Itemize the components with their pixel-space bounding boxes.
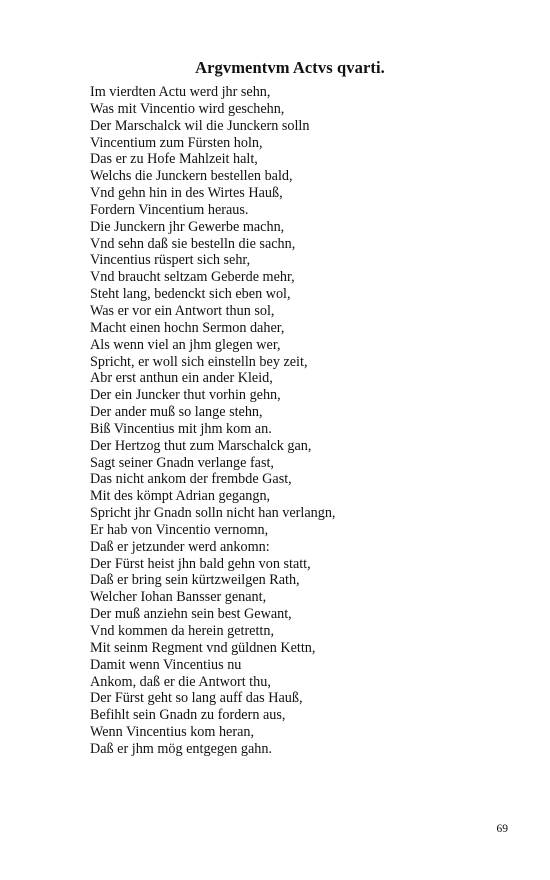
verse-line: Der ander muß so lange stehn,	[90, 404, 263, 421]
verse-line: Daß er jhm mög entgegen gahn.	[90, 740, 273, 757]
verse-line: Vincentius rüspert sich sehr,	[90, 252, 251, 269]
verse-block	[90, 84, 335, 758]
page-number: 69	[496, 823, 508, 835]
verse-line: Vnd braucht seltzam Geberde mehr,	[90, 269, 295, 286]
verse-line: Der muß anziehn sein best Gewant,	[90, 606, 292, 623]
verse-line: Mit des kömpt Adrian gegangn,	[90, 488, 271, 505]
verse-line: Fordern Vincentium heraus.	[90, 201, 249, 218]
verse-line: Steht lang, bedenckt sich eben wol,	[90, 286, 291, 303]
verse-line: Daß er bring sein kürtzweilgen Rath,	[90, 572, 300, 589]
verse-line: Spricht jhr Gnadn solln nicht han verlangn,	[90, 505, 336, 522]
verse-line: Ankom, daß er die Antwort thu,	[90, 673, 271, 690]
verse-line: Daß er jetzunder werd ankomn:	[90, 538, 270, 555]
verse-line: Der Fürst geht so lang auff das Hauß,	[90, 690, 303, 707]
verse-line: Damit wenn Vincentius nu	[90, 656, 242, 673]
verse-line: Der ein Juncker thut vorhin gehn,	[90, 387, 281, 404]
verse-line: Spricht, er woll sich einstelln bey zeit,	[90, 353, 308, 370]
verse-line: Das nicht ankom der frembde Gast,	[90, 471, 292, 488]
verse-line: Sagt seiner Gnadn verlange fast,	[90, 454, 274, 471]
verse-line: Das er zu Hofe Mahlzeit halt,	[90, 151, 258, 168]
verse-line: Was mit Vincentio wird geschehn,	[90, 100, 285, 117]
verse-line: Vnd kommen da herein getrettn,	[90, 623, 274, 639]
verse-line: Welchs die Junckern bestellen bald,	[90, 168, 293, 185]
verse-line: Die Junckern jhr Gewerbe machn,	[90, 218, 285, 235]
verse-line: Macht einen hochn Sermon daher,	[90, 319, 285, 336]
verse-line: Als wenn viel an jhm glegen wer,	[90, 336, 281, 353]
verse-line: Vnd gehn hin in des Wirtes Hauß,	[90, 185, 283, 202]
verse-line: Der Hertzog thut zum Marschalck gan,	[90, 437, 312, 454]
page-title: Argvmentvm Actvs qvarti.	[195, 58, 385, 77]
verse-line: Vincentium zum Fürsten holn,	[90, 134, 263, 151]
verse-line: Befihlt sein Gnadn zu fordern aus,	[90, 707, 286, 724]
verse-line: Vnd sehn daß sie bestelln die sachn,	[90, 235, 296, 252]
verse-line: Wenn Vincentius kom heran,	[90, 724, 255, 741]
verse-line: Er hab von Vincentio vernomn,	[90, 521, 269, 538]
verse-line: Der Marschalck wil die Junckern solln	[90, 117, 310, 134]
verse-line: Der Fürst heist jhn bald gehn von statt,	[90, 555, 311, 572]
verse-line: Mit seinm Regment vnd güldnen Kettn,	[90, 639, 316, 656]
verse-line: Abr erst anthun ein ander Kleid,	[90, 370, 273, 387]
verse-line: Was er vor ein Antwort thun sol,	[90, 302, 275, 319]
verse-line: Welcher Iohan Bansser genant,	[90, 589, 267, 606]
verse-line: Biß Vincentius mit jhm kom an.	[90, 420, 272, 437]
verse-line: Im vierdten Actu werd jhr sehn,	[90, 84, 271, 100]
